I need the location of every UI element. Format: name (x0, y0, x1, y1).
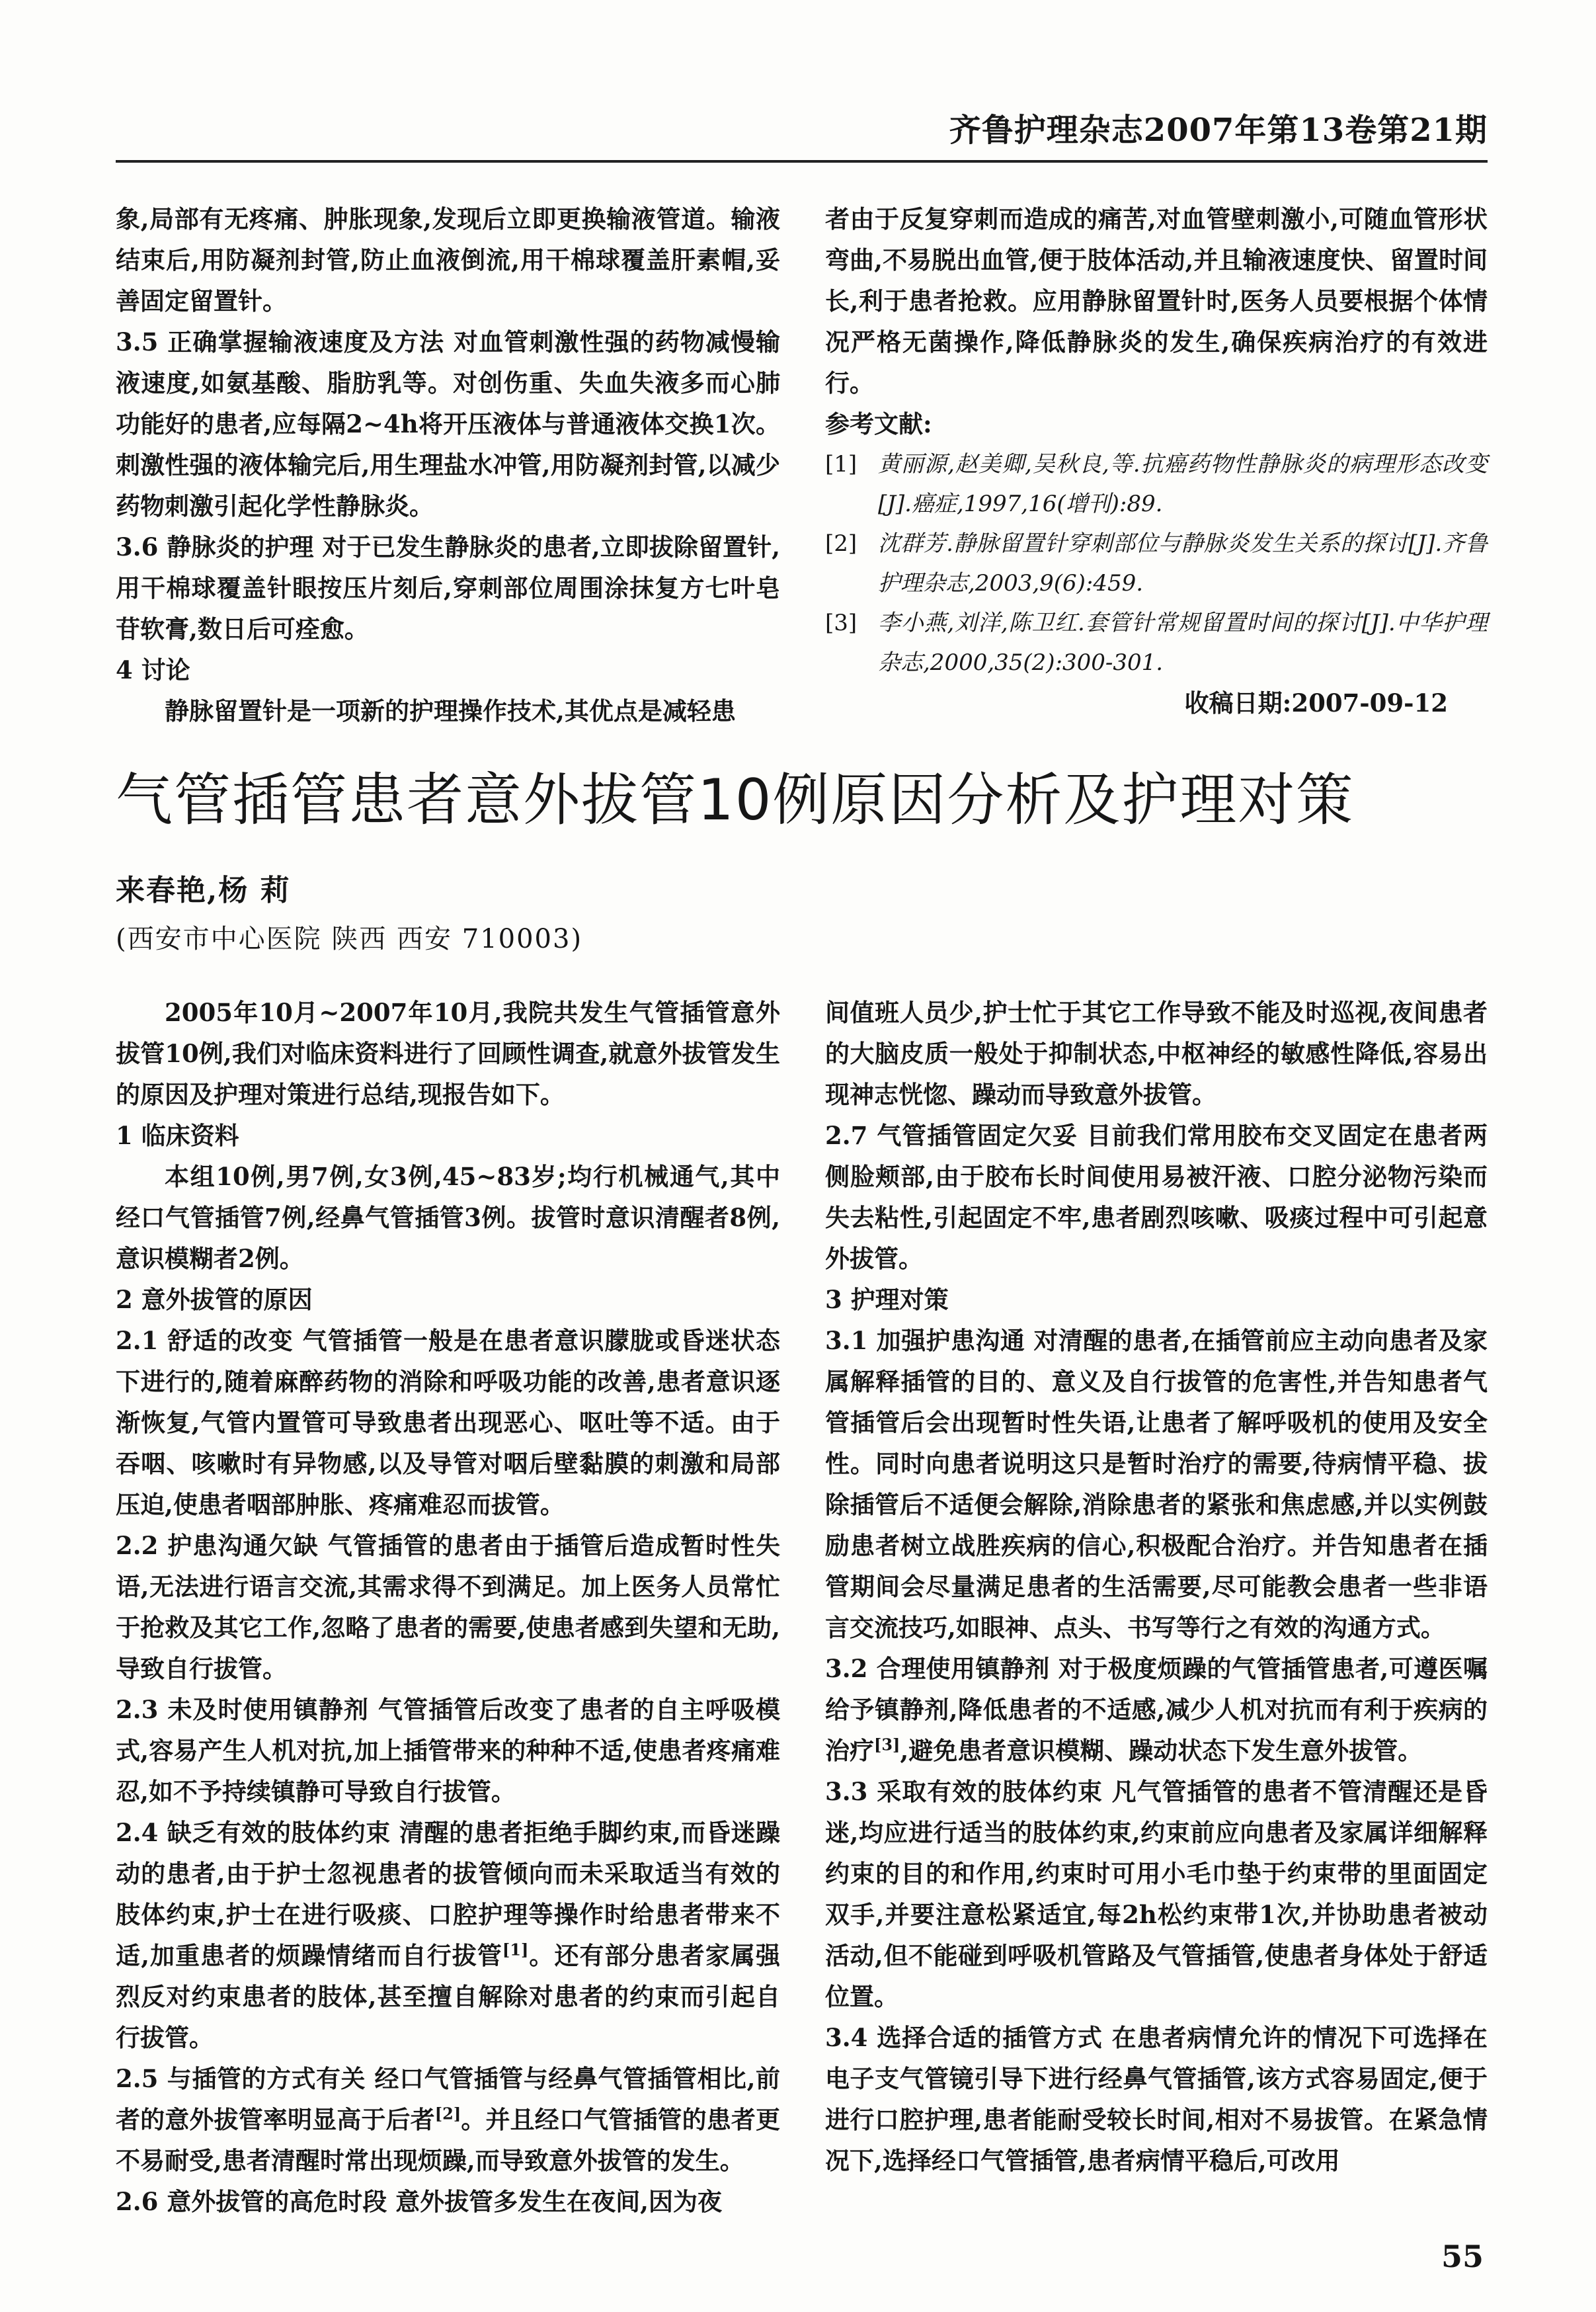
reference-item (825, 524, 1488, 603)
subsection-3-2 (825, 1648, 1488, 1771)
reference-number: [2] (825, 530, 858, 557)
subsection-2-7: 2.7 气管插管固定欠妥 目前我们常用胶布交叉固定在患者两侧脸颊部,由于胶布长时间使用易被汗液、口腔分泌物污染而失去粘性,引起固定不牢,患者剧烈咳嗽、吸痰过程中可引起意外拔管。 (825, 1121, 1488, 1273)
paragraph: 本组10例,男7例,女3例,45~83岁;均行机械通气,其中经口气管插管7例,经鼻气管插管3例。拔管时意识清醒者8例,意识模糊者2例。 (116, 1162, 780, 1273)
paragraph: 3.6 静脉炎的护理 对于已发生静脉炎的患者,立即拔除留置针,用干棉球覆盖针眼按压片刻后,穿刺部位周围涂抹复方七叶皂苷软膏,数日后可痊愈。 (116, 532, 780, 643)
text-run: ,避免患者意识模糊、躁动状态下发生意外拔管。 (900, 1736, 1423, 1765)
subsection-2-4 (116, 1812, 780, 2058)
subsection-3-4: 3.4 选择合适的插管方式 在患者病情允许的情况下可选择在电子支气管镜引导下进行经鼻气管插管,该方式容易固定,便于进行口腔护理,患者能耐受较长时间,相对不易拔管。在紧急情况下,选择经口气管插管,患者病情平稳后,可改用 (825, 2023, 1488, 2175)
section-heading: 4 讨论 (116, 655, 190, 684)
reference-text: 李小燕,刘洋,陈卫红.套管针常规留置时间的探讨[J].中华护理杂志,2000,35(2):300-301. (878, 610, 1488, 676)
intro-paragraph: 2005年10月~2007年10月,我院共发生气管插管意外拔管10例,我们对临床资料进行了回顾性调查,就意外拔管发生的原因及护理对策进行总结,现报告如下。 (116, 998, 780, 1109)
article-affiliation: (西安市中心医院 陕西 西安 710003) (116, 924, 583, 954)
text-run: 。并且经口气管插管的患者更不易耐受,患者清醒时常出现烦躁,而导致意外拔管的发生。 (116, 2105, 781, 2175)
reference-text: 沈群芳.静脉留置针穿刺部位与静脉炎发生关系的探讨[J].齐鲁护理杂志,2003,9(6):459. (878, 530, 1488, 597)
paragraph: 3.5 正确掌握输液速度及方法 对血管刺激性强的药物减慢输液速度,如氨基酸、脂肪乳等。对创伤重、失血失液多而心肺功能好的患者,应每隔2~4h将开压液体与普通液体交换1次。刺激性强的液体输完后,用生理盐水冲管,用防凝剂封管,以减少药物刺激引起化学性静脉炎。 (116, 327, 780, 520)
reference-item (825, 444, 1488, 524)
citation: [2] (434, 2104, 461, 2124)
page-number: 55 (1441, 2239, 1484, 2274)
subsection-2-2: 2.2 护患沟通欠缺 气管插管的患者由于插管后造成暂时性失语,无法进行语言交流,其需求得不到满足。加上医务人员常忙于抢救及其它工作,忽略了患者的需要,使患者感到失望和无助,导致自行拔管。 (116, 1531, 780, 1683)
subsection-2-5 (116, 2058, 780, 2181)
paragraph: 间值班人员少,护士忙于其它工作导致不能及时巡视,夜间患者的大脑皮质一般处于抑制状态,中枢神经的敏感性降低,容易出现神志恍惚、躁动而导致意外拔管。 (825, 998, 1488, 1109)
bottom-left-column (116, 992, 780, 2222)
text-run: 3.2 合理使用镇静剂 对于极度烦躁的气管插管患者,可遵医嘱给予镇静剂,降低患者的不适感,减少人机对抗而有利于疾病的治疗 (825, 1654, 1488, 1765)
subsection-2-6: 2.6 意外拔管的高危时段 意外拔管多发生在夜间,因为夜 (116, 2187, 723, 2216)
subsection-2-3: 2.3 未及时使用镇静剂 气管插管后改变了患者的自主呼吸模式,容易产生人机对抗,加上插管带来的种种不适,使患者疼痛难忍,如不予持续镇静可导致自行拔管。 (116, 1695, 780, 1806)
top-left-column (116, 198, 780, 731)
reference-item (825, 603, 1488, 682)
paragraph: 象,局部有无疼痛、肿胀现象,发现后立即更换输液管道。输液结束后,用防凝剂封管,防止血液倒流,用干棉球覆盖肝素帽,妥善固定留置针。 (116, 204, 780, 315)
paragraph: 者由于反复穿刺而造成的痛苦,对血管壁刺激小,可随血管形状弯曲,不易脱出血管,便于肢体活动,并且输液速度快、留置时间长,利于患者抢救。应用静脉留置针时,医务人员要根据个体情况严格无菌操作,降低静脉炎的发生,确保疾病治疗的有效进行。 (825, 204, 1488, 397)
section-heading: 2 意外拔管的原因 (116, 1285, 313, 1314)
citation: [1] (502, 1940, 529, 1960)
reference-text: 黄丽源,赵美卿,吴秋良,等.抗癌药物性静脉炎的病理形态改变[J].癌症,1997,16(增刊):89. (878, 451, 1488, 517)
reference-number: [3] (825, 610, 858, 636)
paragraph: 静脉留置针是一项新的护理操作技术,其优点是减轻患 (165, 696, 736, 725)
citation: [3] (874, 1735, 900, 1755)
article-title: 气管插管患者意外拔管10例原因分析及护理对策 (116, 767, 1355, 833)
reference-number: [1] (825, 451, 858, 477)
subsection-3-3: 3.3 采取有效的肢体约束 凡气管插管的患者不管清醒还是昏迷,均应进行适当的肢体约束,约束前应向患者及家属详细解释约束的目的和作用,约束时可用小毛巾垫于约束带的里面固定双手,并要注意松紧适宜,每2h松约束带1次,并协助患者被动活动,但不能碰到呼吸机管路及气管插管,使患者身体处于舒适位置。 (825, 1777, 1488, 2011)
section-heading: 3 护理对策 (825, 1285, 949, 1314)
subsection-3-1: 3.1 加强护患沟通 对清醒的患者,在插管前应主动向患者及家属解释插管的目的、意义及自行拔管的危害性,并告知患者气管插管后会出现暂时性失语,让患者了解呼吸机的使用及安全性。同时向患者说明这只是暂时治疗的需要,待病情平稳、拔除插管后不适便会解除,消除患者的紧张和焦虑感,并以实例鼓励患者树立战胜疾病的信心,积极配合治疗。并告知患者在插管期间会尽量满足患者的生活需要,尽可能教会患者一些非语言交流技巧,如眼神、点头、书写等行之有效的沟通方式。 (825, 1326, 1488, 1642)
text-run: 。还有部分患者家属强烈反对约束患者的肢体,甚至擅自解除对患者的约束而引起自行拔管。 (116, 1941, 780, 2052)
text-run: 2.5 与插管的方式有关 经口气管插管与经鼻气管插管相比,前者的意外拔管率明显高于后者 (116, 2064, 780, 2134)
section-heading: 1 临床资料 (116, 1121, 239, 1150)
top-right-column (825, 198, 1488, 723)
references-heading: 参考文献: (825, 409, 932, 438)
article-authors: 来春艳,杨 莉 (116, 874, 291, 907)
journal-header: 齐鲁护理杂志2007年第13卷第21期 (949, 112, 1488, 149)
bottom-right-column (825, 992, 1488, 2181)
header-rule (116, 160, 1488, 163)
subsection-2-1: 2.1 舒适的改变 气管插管一般是在患者意识朦胧或昏迷状态下进行的,随着麻醉药物的消除和呼吸功能的改善,患者意识逐渐恢复,气管内置管可导致患者出现恶心、呕吐等不适。由于吞咽、咳嗽时有异物感,以及导管对咽后壁黏膜的刺激和局部压迫,使患者咽部肿胀、疼痛难忍而拔管。 (116, 1326, 780, 1519)
received-date: 收稿日期:2007-09-12 (1184, 688, 1448, 718)
text-run: 2.4 缺乏有效的肢体约束 清醒的患者拒绝手脚约束,而昏迷躁动的患者,由于护士忽视患者的拔管倾向而未采取适当有效的肢体约束,护士在进行吸痰、口腔护理等操作时给患者带来不适,加重患者的烦躁情绪而自行拔管 (116, 1818, 780, 1970)
